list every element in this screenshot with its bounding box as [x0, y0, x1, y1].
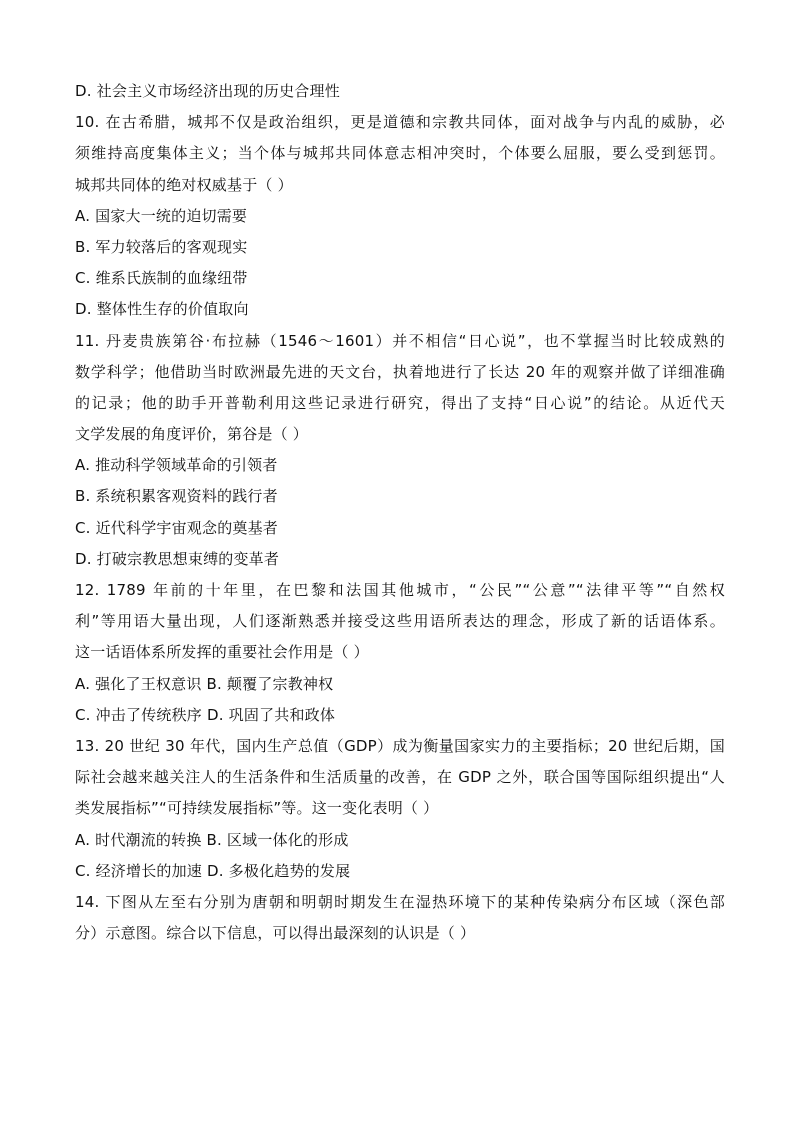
q13-options-cd: C. 经济增长的加速 D. 多极化趋势的发展 [75, 861, 351, 880]
q13-stem-line-3: 类发展指标”“可持续发展指标”等。这一变化表明（ ） [75, 799, 439, 818]
q10-option-a: A. 国家大一统的迫切需要 [75, 206, 248, 225]
q9-option-d: D. 社会主义市场经济出现的历史合理性 [75, 82, 340, 100]
q12-stem-line-3: 这一话语体系所发挥的重要社会作用是（ ） [75, 643, 369, 662]
q12-stem-line-1: 12. 1789 年前的十年里，在巴黎和法国其他城市，“公民”“公意”“法律平等”“自然权 [75, 581, 725, 599]
q13-stem-line-1: 13. 20 世纪 30 年代，国内生产总值（GDP）成为衡量国家实力的主要指标；20 世纪后期，国 [75, 736, 725, 755]
q10-option-c: C. 维系氏族制的血缘纽带 [75, 269, 248, 288]
q12-options-cd: C. 冲击了传统秩序 D. 巩固了共和政体 [75, 705, 336, 724]
q10-option-b: B. 军力较落后的客观现实 [75, 237, 248, 256]
q13-stem-line-2: 际社会越来越关注人的生活条件和生活质量的改善，在 GDP 之外，联合国等国际组织提出“人 [75, 768, 725, 787]
q10-stem-line-2: 须维持高度集体主义；当个体与城邦共同体意志相冲突时，个体要么屈服，要么受到惩罚。 [75, 144, 725, 163]
q10-stem-line-3: 城邦共同体的绝对权威基于（ ） [75, 175, 293, 194]
q13-options-ab: A. 时代潮流的转换 B. 区域一体化的形成 [75, 830, 349, 849]
q11-option-d: D. 打破宗教思想束缚的变革者 [75, 549, 280, 568]
q11-stem-line-2: 数学科学；他借助当时欧洲最先进的天文台，执着地进行了长达 20 年的观察并做了详细准确 [75, 362, 725, 381]
q10-stem-line-1: 10. 在古希腊，城邦不仅是政治组织，更是道德和宗教共同体，面对战争与内乱的威胁，必 [75, 113, 725, 132]
document-page [75, 76, 725, 949]
q11-stem-line-4: 文学发展的角度评价，第谷是（ ） [75, 425, 308, 444]
q11-option-c: C. 近代科学宇宙观念的奠基者 [75, 518, 279, 537]
q11-stem-line-1: 11. 丹麦贵族第谷·布拉赫（1546～1601）并不相信“日心说”，也不掌握当时比较成熟的 [75, 331, 725, 350]
q14-stem-line-1: 14. 下图从左至右分别为唐朝和明朝时期发生在湿热环境下的某种传染病分布区域（深色部 [75, 892, 725, 911]
q14-stem-line-2: 分）示意图。综合以下信息，可以得出最深刻的认识是（ ） [75, 924, 476, 943]
q12-options-ab: A. 强化了王权意识 B. 颠覆了宗教神权 [75, 674, 334, 693]
q11-stem-line-3: 的记录；他的助手开普勒利用这些记录进行研究，得出了支持“日心说”的结论。从近代天 [75, 393, 725, 412]
q10-option-d: D. 整体性生存的价值取向 [75, 300, 249, 319]
q12-stem-line-2: 利”等用语大量出现，人们逐渐熟悉并接受这些用语所表达的理念，形成了新的话语体系。 [75, 612, 725, 631]
q11-option-b: B. 系统积累客观资料的践行者 [75, 487, 278, 506]
q11-option-a: A. 推动科学领域革命的引领者 [75, 456, 278, 475]
